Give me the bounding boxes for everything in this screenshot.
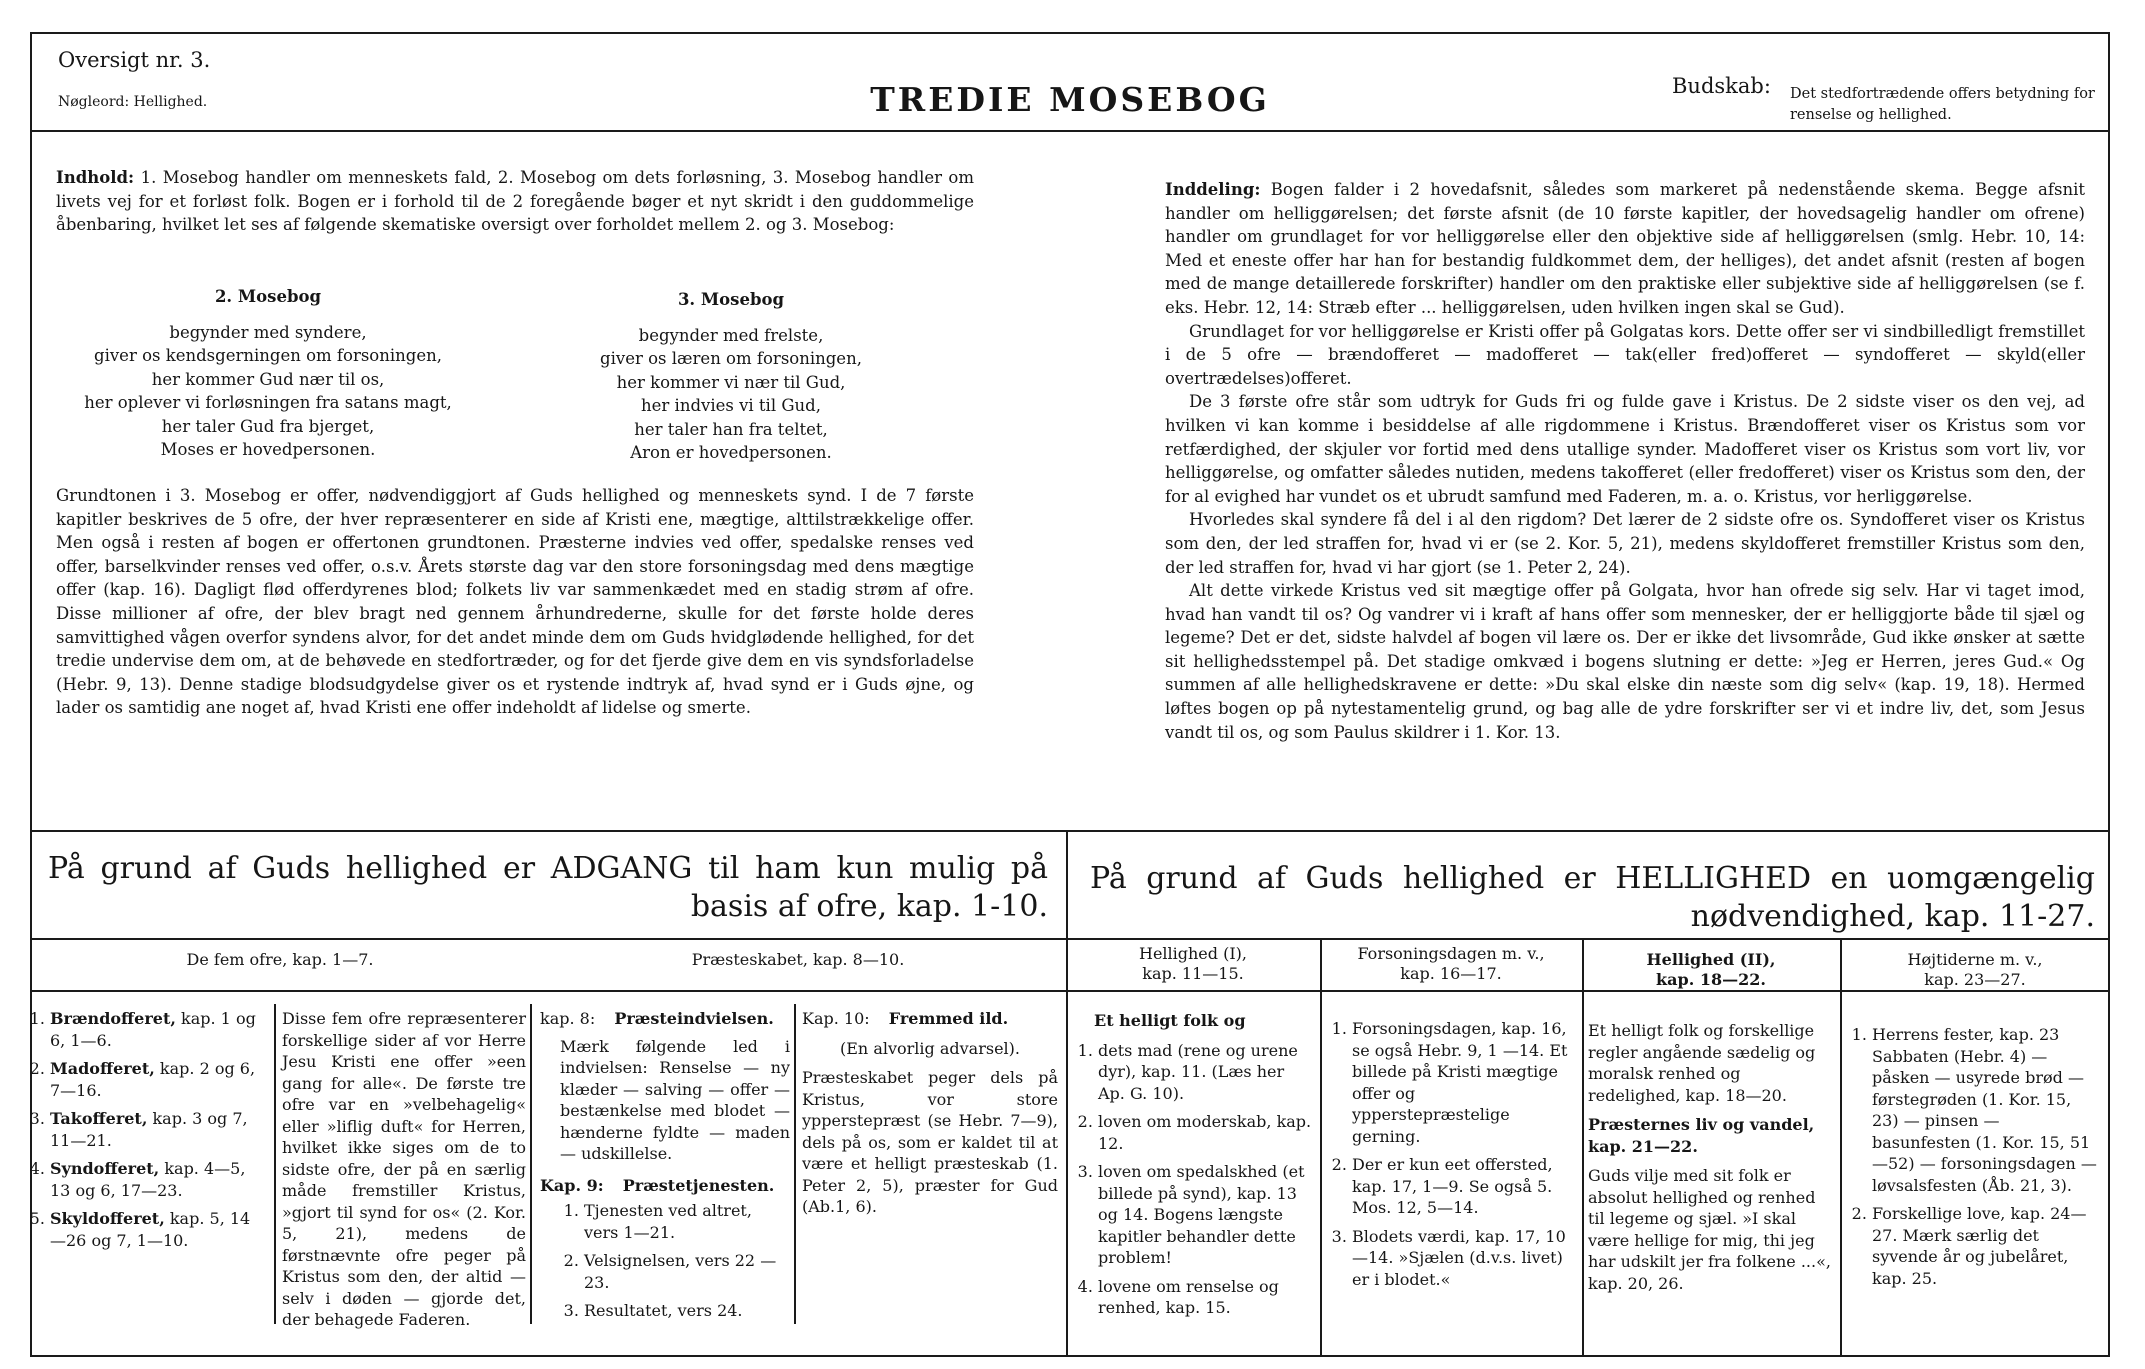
list-item: 3. Resultatet, vers 24. (584, 1300, 790, 1322)
col-divider (1066, 938, 1068, 1357)
mosebog-2-line: her kommer Gud nær til os, (151, 369, 385, 389)
hell2-p3: Guds vilje med sit folk er absolut hellighed og renhed til legeme og sjæl. »I skal være hellige for mig, thi jeg har udskilt jer fra folkene ...«, kap. 20, 26. (1588, 1166, 1831, 1293)
budskab-label: Budskab: (1672, 74, 1771, 98)
banner-adgang-kap: kap. 1-10. (896, 889, 1048, 924)
indhold-label: Indhold: (56, 168, 135, 187)
banner-top-divider (30, 830, 2110, 832)
subcol-divider (794, 1004, 796, 1324)
mosebog-3-line: her kommer vi nær til Gud, (616, 372, 846, 392)
list-item: 2. Madofferet, kap. 2 og 6, 7—16. (50, 1058, 268, 1101)
mosebog-2-heading: 2. Mosebog (214, 287, 322, 306)
list-item: 3. Takofferet, kap. 3 og 7, 11—21. (50, 1108, 268, 1151)
list-item: 4. Syndofferet, kap. 4—5, 13 og 6, 17—23. (50, 1158, 268, 1201)
mosebog-2-line: begynder med syndere, (169, 322, 367, 342)
kap8-title: Præsteindvielsen. (614, 1009, 774, 1028)
section-hoejtiderne-sub: kap. 23—27. (1924, 970, 2026, 989)
section-hoejtiderne (1840, 950, 2110, 990)
mosebog-3-line: her indvies vi til Gud, (641, 396, 821, 415)
mosebog-3-line: giver os læren om forsoningen, (600, 349, 862, 368)
list-item: 1. Herrens fester, kap. 23 Sabbaten (Hebr. 4) — påsken — usyrede brød — førstegrøden (1. Kor. 15, 23) — pinsen — basunfesten (1. Kor. 15, 51 —52) — forsoningsdagen — løvsalsfesten (Åb. 21, 3). (1872, 1024, 2102, 1196)
cell-forsoningsdagen (1326, 1018, 1576, 1297)
list-item: 1. Tjenesten ved altret, vers 1—21. (584, 1200, 790, 1243)
cell-ofre-list (24, 1008, 268, 1258)
table-header-divider (30, 990, 2110, 992)
kap10-title: Fremmed ild. (888, 1009, 1009, 1028)
section-hellighed-2-sub: kap. 18—22. (1656, 970, 1766, 989)
col-divider (1840, 938, 1842, 1357)
kap8-label: kap. 8: (540, 1009, 596, 1028)
kap10-text: Præsteskabet peger dels på Kristus, vor store ypperstepræst (se Hebr. 7—9), dels på os, som er kaldet til at være et helligt præsteskab (1. Peter 2, 5), præster for Gud (Ab.1, 6). (802, 1068, 1058, 1216)
list-item: 2. Forskellige love, kap. 24—27. Mærk særlig det syvende år og jubelåret, kap. 25. (1872, 1203, 2102, 1289)
section-hoejtiderne-title: Højtiderne m. v., (1907, 950, 2043, 969)
mosebog-2-line: her oplever vi forløsningen fra satans magt, (84, 393, 452, 412)
indhold-text: 1. Mosebog handler om menneskets fald, 2. Mosebog om dets forløsning, 3. Mosebog handler om livets vej for et forløst folk. Bogen er i forhold til de 2 foregående bøger et nyt skridt i den guddommelige åbenbaring, hvilket let ses af følgende skematiske oversigt over forholdet mellem 2. og 3. Mosebog: (56, 168, 974, 235)
subcol-divider (274, 1004, 276, 1324)
grundtonen-paragraph: Grundtonen i 3. Mosebog er offer, nødvendiggjort af Guds hellighed og menneskets synd. I de 7 første kapitler beskrives de 5 ofre, der hver repræsenterer en side af Kristi ene, mægtige, alttilstrækkelige offer. Men også i resten af bogen er offertonen grundtonen. Præsterne indvies ved offer, spedalske renses ved offer, barselkvinder renses ved offer, o.s.v. Årets største dag var den store forsoningsdag med dens mægtige offer (kap. 16). Dagligt flød offerdyrenes blod; folkets liv var sammenkædet med en stadig strøm af ofre. Disse millioner af ofre, der blev bragt ned gennem århundrederne, skulle for det første holde deres samvittighed vågen overfor syndens alvor, for det andet minde dem om Guds hvidglødende hellighed, for det tredie undervise dem om, at de behøvede en stedfortræder, og for det fjerde give dem en vis syndsforladelse (Hebr. 9, 13). Denne stadige blodsudgydelse giver os et rystende indtryk af, hvad synd er i Guds øjne, og lader os samtidig ane noget af, hvad Kristi ene offer indeholdt af lidelse og smerte. (56, 486, 974, 718)
cell-hoejtiderne (1846, 1024, 2102, 1296)
mosebog-3-line: begynder med frelste, (638, 325, 824, 345)
section-forsoningsdagen (1320, 944, 1582, 984)
inddeling-label: Inddeling: (1165, 180, 1261, 199)
kap9-title: Præstetjenesten. (622, 1175, 775, 1195)
col-divider (1582, 938, 1584, 1357)
mosebog-2-line: giver os kendsgerningen om forsoningen, (94, 346, 442, 365)
cell-hellighed-2 (1588, 1020, 1834, 1294)
section-forsoningsdagen-title: Forsoningsdagen m. v., (1357, 944, 1545, 963)
list-item: 1. Forsoningsdagen, kap. 16, se også Hebr. 9, 1 —14. Et billede på Kristi mægtige offer og ypperstepræstelige gerning. (1352, 1018, 1576, 1147)
kap9-label: Kap. 9: (540, 1175, 604, 1195)
mosebog-2-column (42, 285, 494, 462)
section-praesteskabet: Præsteskabet, kap. 8—10. (691, 950, 905, 969)
subcol-divider (530, 1004, 532, 1324)
list-item: 2. loven om moderskab, kap. 12. (1098, 1111, 1314, 1154)
mosebog-3-line: Aron er hovedpersonen. (630, 443, 832, 462)
keyword: Nøgleord: Hellighed. (58, 94, 208, 110)
section-hellighed-2 (1582, 950, 1840, 990)
inddeling-p4: Hvorledes skal syndere få del i al den rigdom? Det lærer de 2 sidste ofre os. Syndofferet viser os Kristus som den, der led straffen for, hvad vi er (se 2. Kor. 5, 21), medens skyldofferet fremstiller Kristus som den, der led straffen for, hvad vi har gjort (se 1. Peter 2, 24). (1165, 510, 2085, 577)
inddeling-p5: Alt dette virkede Kristus ved sit mægtige offer på Golgata, hvor han ofrede sig selv. Har vi taget imod, hvad han vandt til os? Og vandrer vi i kraft af hans offer som mennesker, der er helliggjorte både til sjæl og legeme? Det er det, sidste halvdel af bogen vil lære os. Der er ikke det livsområde, Gud ikke ønsker at sætte sit hellighedsstempel på. Det stadige omkvæd i bogens slutning er dette: »Jeg er Herren, jeres Gud.« Og summen af alle hellighedskravene er dette: »Du skal elske din næste som dig selv« (kap. 19, 18). Hermed løftes bogen op på nytestamentelig grund, og bag alle de ydre forskrifter ser vi et indre liv, det, som Jesus vandt til os, og som Paulus skildrer i 1. Kor. 13. (1165, 581, 2085, 742)
banner-bottom-divider (30, 938, 2110, 940)
list-item: 4. lovene om renselse og renhed, kap. 15. (1098, 1276, 1314, 1319)
page-title: TREDIE MOSEBOG (870, 80, 1270, 119)
list-item: 1. Brændofferet, kap. 1 og 6, 1—6. (50, 1008, 268, 1051)
banner-hellighed-main: På grund af Guds hellighed er HELLIGHED en uomgængelig nødvendighed, (1090, 861, 2095, 934)
list-item: 5. Skyldofferet, kap. 5, 14 —26 og 7, 1—10. (50, 1208, 268, 1251)
hell2-p2: Præsternes liv og vandel, kap. 21—22. (1588, 1115, 1815, 1156)
kap10-sub: (En alvorlig advarsel). (840, 1038, 1020, 1058)
cell-ofre-note: Disse fem ofre repræsenterer forskellige sider af vor Herre Jesu Kristi ene offer »een gang for alle«. De første tre ofre var en »velbehagelig« eller »liflig duft« for Herren, hvilket ikke siges om de to sidste ofre, der på en særlig måde fremstiller Kristus, »gjort til synd for os« (2. Kor. 5, 21), medens de førstnævnte ofre peger på Kristus som den, der altid — selv i døden — gjorde det, der behagede Faderen. (282, 1009, 526, 1329)
mosebog-3-column (505, 288, 957, 465)
mosebog-3-heading: 3. Mosebog (677, 290, 785, 309)
list-item: 2. Velsignelsen, vers 22 —23. (584, 1250, 790, 1293)
section-hellighed-1-title: Hellighed (I), (1138, 944, 1247, 963)
hell2-p1: Et helligt folk og forskellige regler angående sædelig og moralsk renhed og redelighed, kap. 18—20. (1588, 1021, 1816, 1105)
cell-hellighed-1 (1074, 1010, 1314, 1326)
indhold-paragraph (56, 166, 974, 237)
section-hellighed-2-title: Hellighed (II), (1646, 950, 1776, 969)
section-fem-ofre: De fem ofre, kap. 1—7. (186, 950, 374, 969)
banner-adgang-main: På grund af Guds hellighed er ADGANG til ham kun mulig på basis af ofre, (48, 851, 1048, 924)
section-hellighed-1-sub: kap. 11—15. (1142, 964, 1244, 983)
kap8-text: Mærk følgende led i indvielsen: Renselse — ny klæder — salving — offer — bestænkelse med blodet — hænderne fyldte — maden — udskillelse. (560, 1036, 790, 1163)
mosebog-3-line: her taler han fra teltet, (634, 419, 828, 439)
inddeling-p3: De 3 første ofre står som udtryk for Guds fri og fulde gave i Kristus. De 2 sidste viser os den vej, ad hvilken vi kan komme i besiddelse af alle rigdommene i Kristus. Brændofferet viser os Kristus som vor retfærdighed, der skjuler vor fortid med dens utallige synder. Madofferet viser os Kristus som vort liv, vor helliggørelse, og omfatter således nutiden, medens takofferet (eller fredofferet) viser os Kristus som den, der for al evighed har vundet os et ubrudt samfund med Faderen, m. a. o. Kristus, vor herliggørelse. (1165, 392, 2085, 506)
banner-hellighed-kap: kap. 11-27. (1924, 899, 2095, 934)
list-item: 3. Blodets værdi, kap. 17, 10—14. »Sjælen (d.v.s. livet) er i blodet.« (1352, 1226, 1576, 1291)
mosebog-2-line: Moses er hovedpersonen. (160, 440, 376, 459)
inddeling-p2: Grundlaget for vor helliggørelse er Kristi offer på Golgatas kors. Dette offer ser vi sindbilledligt fremstillet i de 5 ofre — brændofferet — madofferet — tak(eller fred)offeret — syndofferet — skyld(eller overtrædelses)offeret. (1165, 321, 2085, 388)
section-hellighed-1 (1066, 944, 1320, 984)
header-divider (30, 130, 2110, 132)
overview-number: Oversigt nr. 3. (58, 48, 211, 72)
hell1-title: Et helligt folk og (1094, 1011, 1246, 1030)
banner-adgang (48, 850, 1048, 926)
list-item: 3. loven om spedalskhed (et billede på synd), kap. 13 og 14. Bogens længste kapitler behandler dette problem! (1098, 1161, 1314, 1269)
cell-kap10 (802, 1008, 1058, 1218)
kap10-label: Kap. 10: (802, 1009, 870, 1028)
budskab-text: Det stedfortrædende offers betydning for renselse og hellighed. (1790, 86, 2095, 123)
inddeling-text (1165, 178, 2085, 744)
col-divider (1320, 938, 1322, 1357)
cell-kap8-9 (540, 1008, 790, 1329)
inddeling-p1: Bogen falder i 2 hovedafsnit, således som markeret på nedenstående skema. Begge afsnit handler om helliggørelsen; det første afsnit (de 10 første kapitler, der hovedsagelig handler om ofrene) handler om grundlaget for vor helliggørelse eller den objektive side af helliggørelsen (smlg. Hebr. 10, 14: Med et eneste offer har han for bestandig fuldkommet dem, der helliges), det andet afsnit (resten af bogen med de mange detaillerede forskrifter) handler om den praktiske eller subjektive side af helliggørelsen (se f. eks. Hebr. 12, 14: Stræb efter ... helliggørelsen, uden hvilken ingen skal se Gud). (1165, 180, 2085, 317)
mosebog-2-line: her taler Gud fra bjerget, (161, 416, 375, 436)
list-item: 1. dets mad (rene og urene dyr), kap. 11. (Læs her Ap. G. 10). (1098, 1040, 1314, 1105)
banner-center-divider (1066, 830, 1068, 940)
banner-hellighed (1090, 860, 2095, 936)
section-forsoningsdagen-sub: kap. 16—17. (1400, 964, 1502, 983)
list-item: 2. Der er kun eet offersted, kap. 17, 1—9. Se også 5. Mos. 12, 5—14. (1352, 1154, 1576, 1219)
